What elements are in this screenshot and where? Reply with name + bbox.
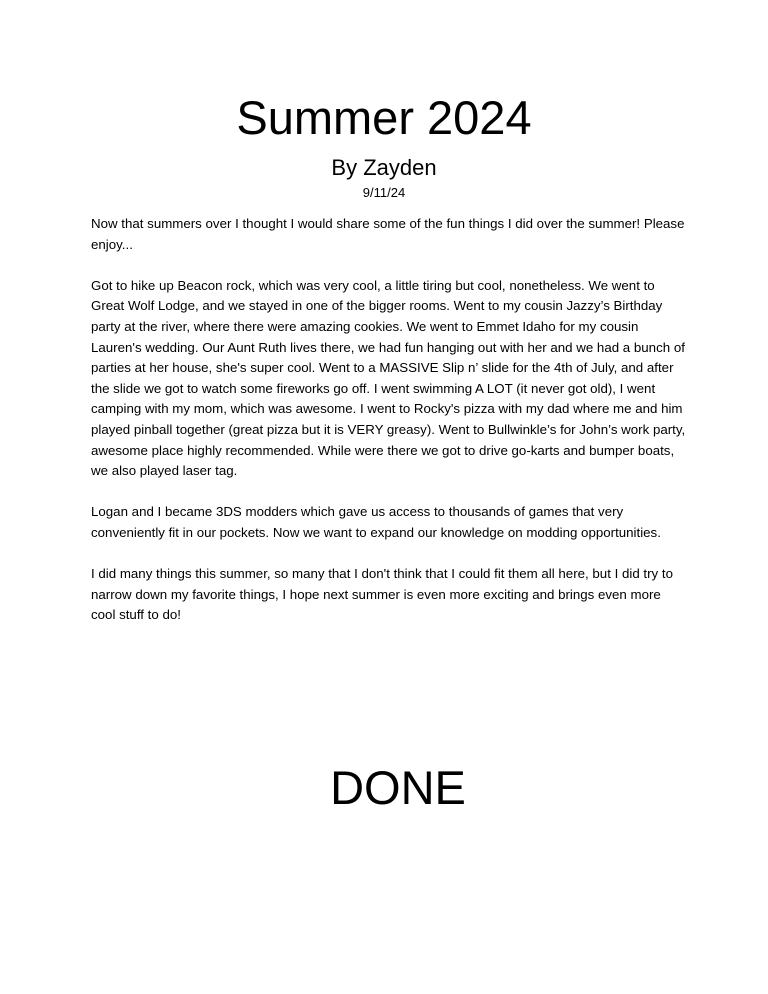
body-paragraph-modding: Logan and I became 3DS modders which gave us access to thousands of games that very conveniently fit in our pockets. Now we want to expand our knowledge on modding opportunities. [91,504,661,540]
document-body [91,214,687,646]
closing-text: DONE [330,761,466,814]
body-paragraph-conclusion: I did many things this summer, so many that I don't think that I could fit them all here, but I did try to narrow down my favorite things, I hope next summer is even more exciting and brings even more cool stuff to do! [91,566,673,623]
document-author: By Zayden [331,155,437,180]
body-paragraph-activities: Got to hike up Beacon rock, which was very cool, a little tiring but cool, nonetheless. We went to Great Wolf Lodge, and we stayed in one of the bigger rooms. Went to my cousin Jazzy’s Birthday party at the river, where there were amazing cookies. We went to Emmet Idaho for my cousin Lauren's wedding. Our Aunt Ruth lives there, we had fun hanging out with her and we had a bunch of parties at her house, she's super cool. Went to a MASSIVE Slip n’ slide for the 4th of July, and after the slide we got to watch some fireworks go off. I went swimming A LOT (it never got old), I went camping with my mom, which was awesome. I went to Rocky's pizza with my dad where me and him played pinball together (great pizza but it is VERY greasy). Went to Bullwinkle’s for John’s work party, awesome place highly recommended. While were there we got to drive go-karts and bumper boats, we also played laser tag. [91,277,686,479]
document-title: Summer 2024 [236,91,532,144]
document-date: 9/11/24 [362,185,406,200]
body-paragraph-intro: Now that summers over I thought I would share some of the fun things I did over the summer! Please enjoy... [91,216,685,252]
